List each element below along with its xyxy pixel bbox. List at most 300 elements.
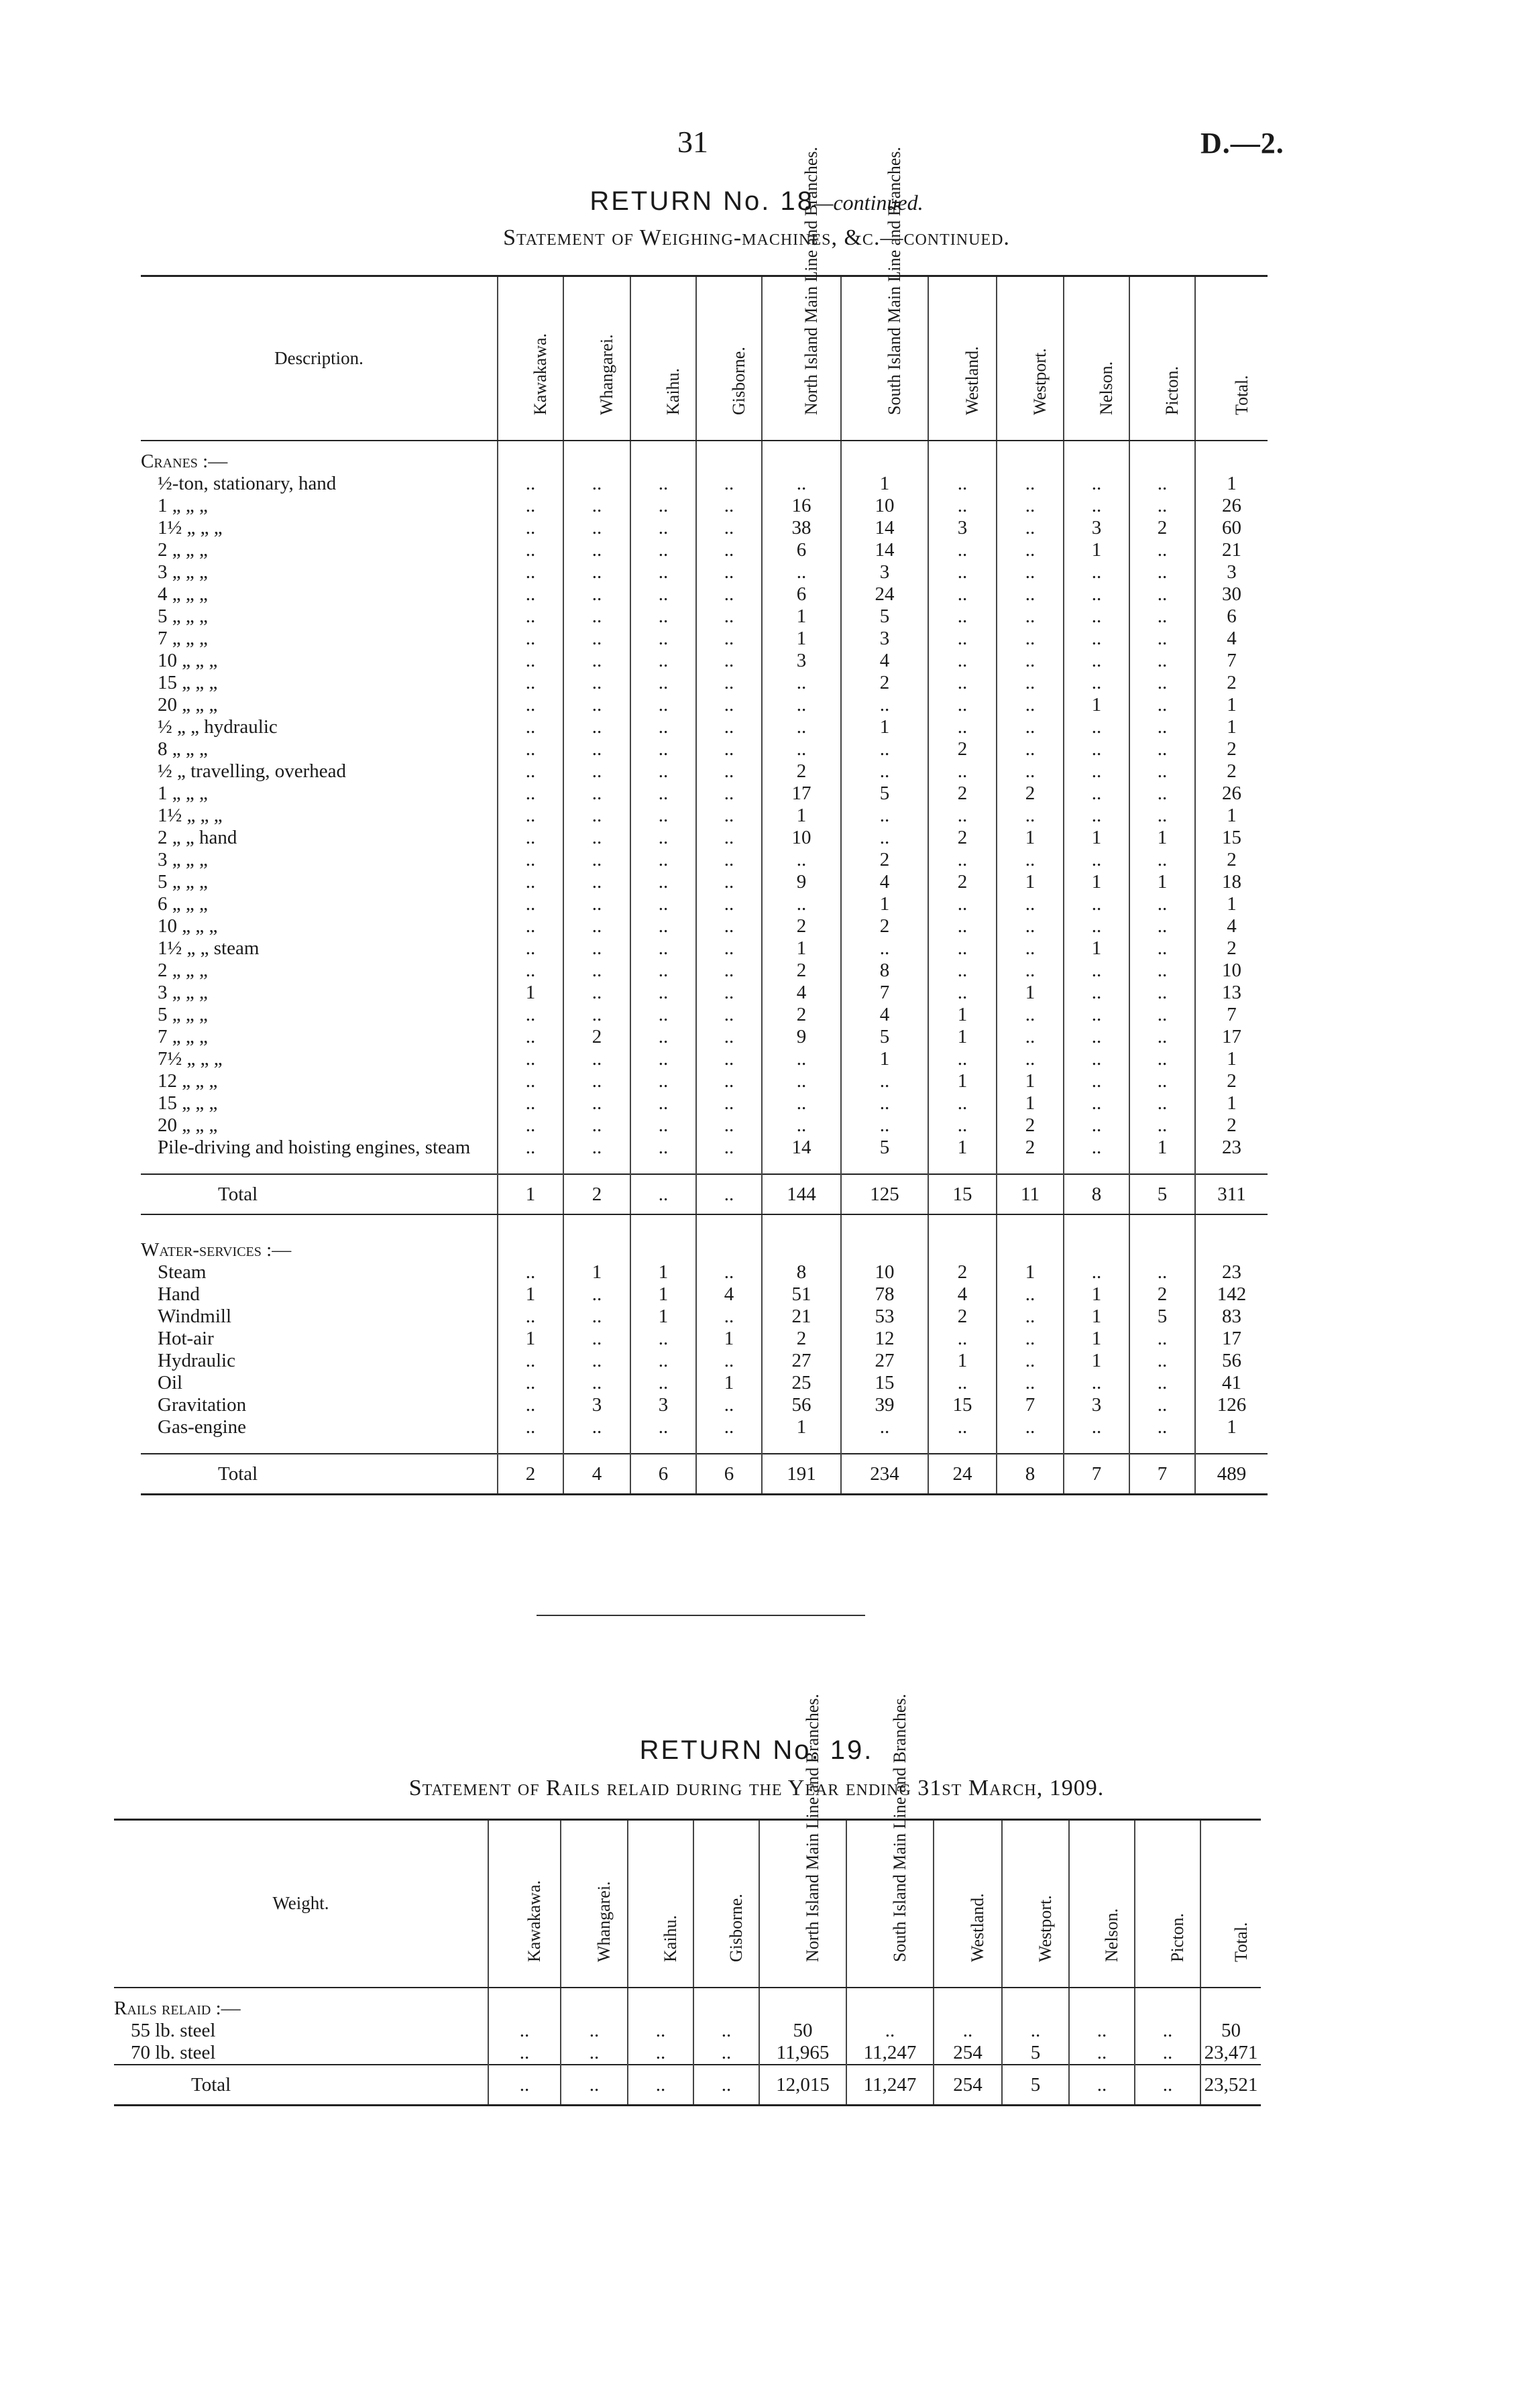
value-cell: .. xyxy=(498,1394,563,1416)
section-heading-row xyxy=(141,441,1268,473)
value-cell: .. xyxy=(630,937,696,960)
value-cell: .. xyxy=(841,694,928,716)
value-cell: .. xyxy=(928,1372,997,1394)
value-cell: .. xyxy=(563,1372,630,1394)
value-cell: .. xyxy=(630,583,696,606)
value-cell: .. xyxy=(1064,1137,1129,1159)
value-cell: .. xyxy=(561,2020,628,2042)
table-row xyxy=(141,827,1268,849)
value-cell: .. xyxy=(1129,1026,1195,1048)
value-cell: 8 xyxy=(841,960,928,982)
value-cell: .. xyxy=(934,2020,1002,2042)
value-cell: .. xyxy=(498,827,563,849)
value-cell: 6 xyxy=(696,1454,762,1495)
table-row xyxy=(114,2042,1261,2065)
value-cell: .. xyxy=(561,2065,628,2106)
column-header-label: Nelson. xyxy=(1097,361,1116,415)
value-cell: 1 xyxy=(841,893,928,915)
value-cell: 1 xyxy=(498,1283,563,1306)
value-cell: 17 xyxy=(762,783,841,805)
value-cell: .. xyxy=(563,937,630,960)
column-header-westport xyxy=(1002,1820,1069,1988)
row-label: 5 „ „ „ xyxy=(158,870,208,893)
empty-cell xyxy=(762,441,841,473)
value-cell: .. xyxy=(928,805,997,827)
value-cell: 8 xyxy=(997,1454,1064,1495)
value-cell: .. xyxy=(1129,495,1195,517)
value-cell: .. xyxy=(630,1137,696,1159)
value-cell: .. xyxy=(498,1048,563,1070)
value-cell: 5 xyxy=(841,1026,928,1048)
value-cell: .. xyxy=(498,893,563,915)
value-cell: 2 xyxy=(928,1306,997,1328)
total-label: Total xyxy=(141,1174,498,1214)
table-row xyxy=(141,849,1268,871)
value-cell: .. xyxy=(630,1174,696,1214)
value-cell: 6 xyxy=(762,539,841,561)
value-cell: .. xyxy=(762,893,841,915)
value-cell: 18 xyxy=(1195,871,1268,893)
spacer-cell xyxy=(1129,1438,1195,1454)
value-cell: 1 xyxy=(928,1137,997,1159)
value-cell: 2 xyxy=(841,672,928,694)
value-cell: .. xyxy=(498,1114,563,1137)
column-header-label: Nelson. xyxy=(1102,1908,1121,1962)
value-cell: 13 xyxy=(1195,982,1268,1004)
value-cell: .. xyxy=(630,561,696,583)
value-cell: .. xyxy=(1129,1070,1195,1092)
return-18-title-suffix: —continued. xyxy=(814,190,923,215)
value-cell: 2 xyxy=(1195,849,1268,871)
value-cell: .. xyxy=(630,473,696,495)
table-row xyxy=(141,760,1268,783)
value-cell: 1 xyxy=(762,937,841,960)
value-cell: 2 xyxy=(1129,1283,1195,1306)
value-cell: 3 xyxy=(1064,517,1129,539)
value-cell: .. xyxy=(696,1261,762,1283)
value-cell: .. xyxy=(498,694,563,716)
row-label: 3 „ „ „ xyxy=(158,981,208,1003)
value-cell: 2 xyxy=(563,1026,630,1048)
column-header-label: Kaihu. xyxy=(663,367,683,415)
value-cell: 2 xyxy=(997,783,1064,805)
value-cell: .. xyxy=(498,672,563,694)
value-cell: 24 xyxy=(928,1454,997,1495)
value-cell: .. xyxy=(762,672,841,694)
value-cell: 15 xyxy=(928,1174,997,1214)
value-cell: .. xyxy=(928,495,997,517)
value-cell: .. xyxy=(696,760,762,783)
spacer-cell xyxy=(1064,1159,1129,1174)
value-cell: .. xyxy=(1064,738,1129,760)
value-cell: .. xyxy=(1129,539,1195,561)
value-cell: 126 xyxy=(1195,1394,1268,1416)
spacer-cell xyxy=(997,1214,1064,1230)
value-cell: 2 xyxy=(997,1114,1064,1137)
value-cell: .. xyxy=(498,1004,563,1026)
table-row xyxy=(141,738,1268,760)
value-cell: .. xyxy=(630,827,696,849)
value-cell: .. xyxy=(1135,2065,1200,2106)
value-cell: .. xyxy=(630,694,696,716)
value-cell: .. xyxy=(563,760,630,783)
value-cell: 16 xyxy=(762,495,841,517)
table-row xyxy=(141,1137,1268,1159)
column-header-label: North Island Main Line and Branches. xyxy=(801,146,821,415)
value-cell: .. xyxy=(928,694,997,716)
value-cell: .. xyxy=(563,583,630,606)
value-cell: 1 xyxy=(696,1372,762,1394)
value-cell: 5 xyxy=(841,1137,928,1159)
column-header-westland xyxy=(934,1820,1002,1988)
value-cell: .. xyxy=(696,539,762,561)
value-cell: .. xyxy=(563,871,630,893)
value-cell: .. xyxy=(1064,583,1129,606)
value-cell: .. xyxy=(1129,783,1195,805)
value-cell: 23,521 xyxy=(1200,2065,1261,2106)
value-cell: 1 xyxy=(1064,937,1129,960)
value-cell: 2 xyxy=(762,960,841,982)
column-header-gisborne xyxy=(693,1820,759,1988)
column-header-south-island-main-line-and-branches xyxy=(846,1693,934,1988)
value-cell: .. xyxy=(498,1350,563,1372)
value-cell: 2 xyxy=(928,827,997,849)
row-label: 10 „ „ „ xyxy=(158,915,218,937)
value-cell: .. xyxy=(696,1350,762,1372)
row-label: 4 „ „ „ xyxy=(158,583,208,605)
value-cell: .. xyxy=(997,805,1064,827)
value-cell: 23 xyxy=(1195,1261,1268,1283)
value-cell: 1 xyxy=(1064,1350,1129,1372)
empty-cell xyxy=(928,441,997,473)
value-cell: .. xyxy=(628,2020,693,2042)
value-cell: .. xyxy=(563,1283,630,1306)
value-cell: .. xyxy=(563,805,630,827)
empty-cell xyxy=(841,441,928,473)
value-cell: 1 xyxy=(1129,871,1195,893)
value-cell: .. xyxy=(696,583,762,606)
value-cell: .. xyxy=(488,2020,561,2042)
value-cell: 1 xyxy=(1064,1328,1129,1350)
value-cell: .. xyxy=(563,606,630,628)
row-label: 1½ „ „ steam xyxy=(158,937,260,959)
value-cell: .. xyxy=(997,583,1064,606)
value-cell: .. xyxy=(1064,495,1129,517)
value-cell: .. xyxy=(630,960,696,982)
value-cell: .. xyxy=(696,982,762,1004)
value-cell: .. xyxy=(997,1350,1064,1372)
value-cell: 5 xyxy=(1129,1306,1195,1328)
value-cell: .. xyxy=(997,694,1064,716)
value-cell: .. xyxy=(563,473,630,495)
value-cell: .. xyxy=(997,1328,1064,1350)
value-cell: .. xyxy=(1064,1070,1129,1092)
value-cell: 1 xyxy=(762,805,841,827)
return-18-statement: Statement of Weighing-machines, &c.—continued. xyxy=(503,225,1010,250)
value-cell: .. xyxy=(1129,1092,1195,1114)
row-label: Total xyxy=(141,1454,498,1495)
value-cell: .. xyxy=(498,583,563,606)
row-label: 5 „ „ „ xyxy=(158,605,208,627)
value-cell: .. xyxy=(928,672,997,694)
value-cell: .. xyxy=(928,893,997,915)
value-cell: .. xyxy=(841,1114,928,1137)
spacer-cell xyxy=(928,1214,997,1230)
value-cell: .. xyxy=(696,1394,762,1416)
value-cell: .. xyxy=(841,1092,928,1114)
value-cell: .. xyxy=(696,1306,762,1328)
row-label: 1 „ „ „ xyxy=(158,494,208,516)
row-label: Oil xyxy=(158,1371,183,1393)
value-cell: 41 xyxy=(1195,1372,1268,1394)
empty-cell xyxy=(1195,441,1268,473)
value-cell: 2 xyxy=(498,1454,563,1495)
value-cell: 191 xyxy=(762,1454,841,1495)
empty-cell xyxy=(1129,441,1195,473)
return-19-title: RETURN No. 19. xyxy=(639,1735,874,1765)
value-cell: .. xyxy=(498,1372,563,1394)
value-cell: 27 xyxy=(762,1350,841,1372)
value-cell: .. xyxy=(498,960,563,982)
spacer-cell xyxy=(630,1214,696,1230)
value-cell: 8 xyxy=(1064,1174,1129,1214)
column-header-westport xyxy=(997,276,1064,441)
value-cell: .. xyxy=(1064,1092,1129,1114)
value-cell: .. xyxy=(1064,915,1129,937)
value-cell: 5 xyxy=(1129,1174,1195,1214)
value-cell: 1 xyxy=(1195,893,1268,915)
row-label: 10 „ „ „ xyxy=(158,649,218,671)
spacer-cell xyxy=(841,1438,928,1454)
value-cell: .. xyxy=(1129,1004,1195,1026)
spacer-cell xyxy=(563,1159,630,1174)
column-header-label: South Island Main Line and Branches. xyxy=(885,146,904,415)
value-cell: 51 xyxy=(762,1283,841,1306)
table-row xyxy=(141,871,1268,893)
table-row xyxy=(141,539,1268,561)
value-cell: .. xyxy=(997,960,1064,982)
column-header-label: South Island Main Line and Branches. xyxy=(890,1693,909,1962)
value-cell: 10 xyxy=(841,495,928,517)
value-cell: .. xyxy=(630,517,696,539)
empty-cell xyxy=(628,1988,693,2020)
value-cell: 1 xyxy=(928,1350,997,1372)
column-header-label: Picton. xyxy=(1168,1912,1187,1962)
value-cell: 9 xyxy=(762,871,841,893)
section-heading: Cranes :— xyxy=(141,450,228,472)
value-cell: .. xyxy=(498,1416,563,1438)
value-cell: .. xyxy=(997,672,1064,694)
value-cell: 21 xyxy=(1195,539,1268,561)
section-separator-rule xyxy=(537,1615,865,1616)
value-cell: 7 xyxy=(997,1394,1064,1416)
value-cell: .. xyxy=(563,672,630,694)
empty-cell xyxy=(759,1988,846,2020)
value-cell: 5 xyxy=(1002,2065,1069,2106)
value-cell: .. xyxy=(1064,473,1129,495)
spacer-cell xyxy=(696,1159,762,1174)
value-cell: 311 xyxy=(1195,1174,1268,1214)
value-cell: 1 xyxy=(1195,716,1268,738)
value-cell: .. xyxy=(696,1174,762,1214)
value-cell: .. xyxy=(498,937,563,960)
empty-cell xyxy=(841,1230,928,1261)
value-cell: .. xyxy=(997,1416,1064,1438)
empty-cell xyxy=(563,441,630,473)
row-label: Total xyxy=(114,2065,488,2106)
value-cell: .. xyxy=(630,760,696,783)
value-cell: .. xyxy=(928,473,997,495)
value-cell: .. xyxy=(563,738,630,760)
value-cell: .. xyxy=(1129,982,1195,1004)
value-cell: .. xyxy=(1129,937,1195,960)
value-cell: 2 xyxy=(928,871,997,893)
table-row xyxy=(141,606,1268,628)
value-cell: 21 xyxy=(762,1306,841,1328)
value-cell: 17 xyxy=(1195,1328,1268,1350)
value-cell: 2 xyxy=(928,783,997,805)
value-cell: .. xyxy=(762,716,841,738)
value-cell: .. xyxy=(498,1137,563,1159)
value-cell: 1 xyxy=(1195,473,1268,495)
spacer-cell xyxy=(630,1438,696,1454)
value-cell: .. xyxy=(1129,583,1195,606)
value-cell: .. xyxy=(563,849,630,871)
spacer-row xyxy=(141,1438,1268,1454)
value-cell: .. xyxy=(1129,1048,1195,1070)
value-cell: 254 xyxy=(934,2042,1002,2065)
spacer-cell xyxy=(563,1438,630,1454)
value-cell: .. xyxy=(696,1004,762,1026)
value-cell: .. xyxy=(498,1261,563,1283)
value-cell: 2 xyxy=(1129,517,1195,539)
value-cell: .. xyxy=(928,606,997,628)
empty-cell xyxy=(1135,1988,1200,2020)
value-cell: .. xyxy=(693,2042,759,2065)
value-cell: 1 xyxy=(997,982,1064,1004)
table-row xyxy=(141,694,1268,716)
value-cell: 4 xyxy=(928,1283,997,1306)
value-cell: .. xyxy=(997,650,1064,672)
table-row xyxy=(141,1394,1268,1416)
value-cell: 12 xyxy=(841,1328,928,1350)
spacer-cell xyxy=(1195,1214,1268,1230)
value-cell: 144 xyxy=(762,1174,841,1214)
value-cell: .. xyxy=(762,694,841,716)
value-cell: 2 xyxy=(762,1328,841,1350)
column-header-nelson xyxy=(1069,1820,1135,1988)
value-cell: 3 xyxy=(762,650,841,672)
value-cell: .. xyxy=(693,2065,759,2106)
value-cell: .. xyxy=(997,1306,1064,1328)
value-cell: 2 xyxy=(928,738,997,760)
column-header-kawakawa xyxy=(488,1820,561,1988)
value-cell: 5 xyxy=(841,783,928,805)
value-cell: .. xyxy=(928,937,997,960)
value-cell: .. xyxy=(498,738,563,760)
value-cell: .. xyxy=(488,2065,561,2106)
column-header-picton xyxy=(1129,276,1195,441)
value-cell: .. xyxy=(696,1092,762,1114)
value-cell: 4 xyxy=(762,982,841,1004)
row-label: 15 „ „ „ xyxy=(158,1092,218,1114)
value-cell: .. xyxy=(563,1004,630,1026)
value-cell: 1 xyxy=(498,1174,563,1214)
value-cell: .. xyxy=(563,1137,630,1159)
value-cell: .. xyxy=(696,1048,762,1070)
value-cell: 254 xyxy=(934,2065,1002,2106)
value-cell: 38 xyxy=(762,517,841,539)
value-cell: .. xyxy=(997,716,1064,738)
value-cell: 1 xyxy=(841,1048,928,1070)
value-cell: 1 xyxy=(997,1261,1064,1283)
value-cell: 1 xyxy=(762,628,841,650)
value-cell: .. xyxy=(1064,1261,1129,1283)
row-label: 55 lb. steel xyxy=(131,2019,216,2041)
table-row xyxy=(141,1328,1268,1350)
value-cell: .. xyxy=(696,893,762,915)
value-cell: 15 xyxy=(1195,827,1268,849)
value-cell: .. xyxy=(1064,561,1129,583)
empty-cell xyxy=(498,441,563,473)
value-cell: 56 xyxy=(1195,1350,1268,1372)
column-header-label: Westport. xyxy=(1030,347,1050,415)
value-cell: .. xyxy=(696,827,762,849)
value-cell: .. xyxy=(997,760,1064,783)
value-cell: 3 xyxy=(1064,1394,1129,1416)
value-cell: 2 xyxy=(563,1174,630,1214)
value-cell: .. xyxy=(997,1004,1064,1026)
empty-cell xyxy=(630,441,696,473)
value-cell: .. xyxy=(762,561,841,583)
row-label: 6 „ „ „ xyxy=(158,893,208,915)
row-label: ½ „ travelling, overhead xyxy=(158,760,347,782)
spacer-cell xyxy=(762,1438,841,1454)
column-header-label: Kawakawa. xyxy=(524,1880,544,1962)
row-label: 1½ „ „ „ xyxy=(158,516,223,538)
spacer-cell xyxy=(498,1159,563,1174)
value-cell: 3 xyxy=(928,517,997,539)
section-heading-row xyxy=(114,1988,1261,2020)
column-header-label: Westland. xyxy=(962,345,982,415)
row-label: 70 lb. steel xyxy=(131,2041,216,2063)
value-cell: .. xyxy=(628,2065,693,2106)
value-cell: .. xyxy=(1064,849,1129,871)
value-cell: 1 xyxy=(1129,1137,1195,1159)
value-cell: 23 xyxy=(1195,1137,1268,1159)
value-cell: .. xyxy=(630,1070,696,1092)
spacer-cell xyxy=(563,1214,630,1230)
value-cell: .. xyxy=(696,915,762,937)
table-row xyxy=(141,1306,1268,1328)
value-cell: 1 xyxy=(928,1026,997,1048)
column-header-label: Picton. xyxy=(1162,365,1182,415)
value-cell: .. xyxy=(997,849,1064,871)
value-cell: .. xyxy=(696,561,762,583)
table-row xyxy=(141,495,1268,517)
row-label: 7½ „ „ „ xyxy=(158,1047,223,1070)
value-cell: 5 xyxy=(1002,2042,1069,2065)
spacer-cell xyxy=(1195,1159,1268,1174)
value-cell: 7 xyxy=(1195,1004,1268,1026)
value-cell: .. xyxy=(696,517,762,539)
value-cell: .. xyxy=(1064,783,1129,805)
value-cell: 234 xyxy=(841,1454,928,1495)
value-cell: 1 xyxy=(1064,539,1129,561)
value-cell: 2 xyxy=(1195,760,1268,783)
value-cell: .. xyxy=(1064,1372,1129,1394)
value-cell: .. xyxy=(630,716,696,738)
